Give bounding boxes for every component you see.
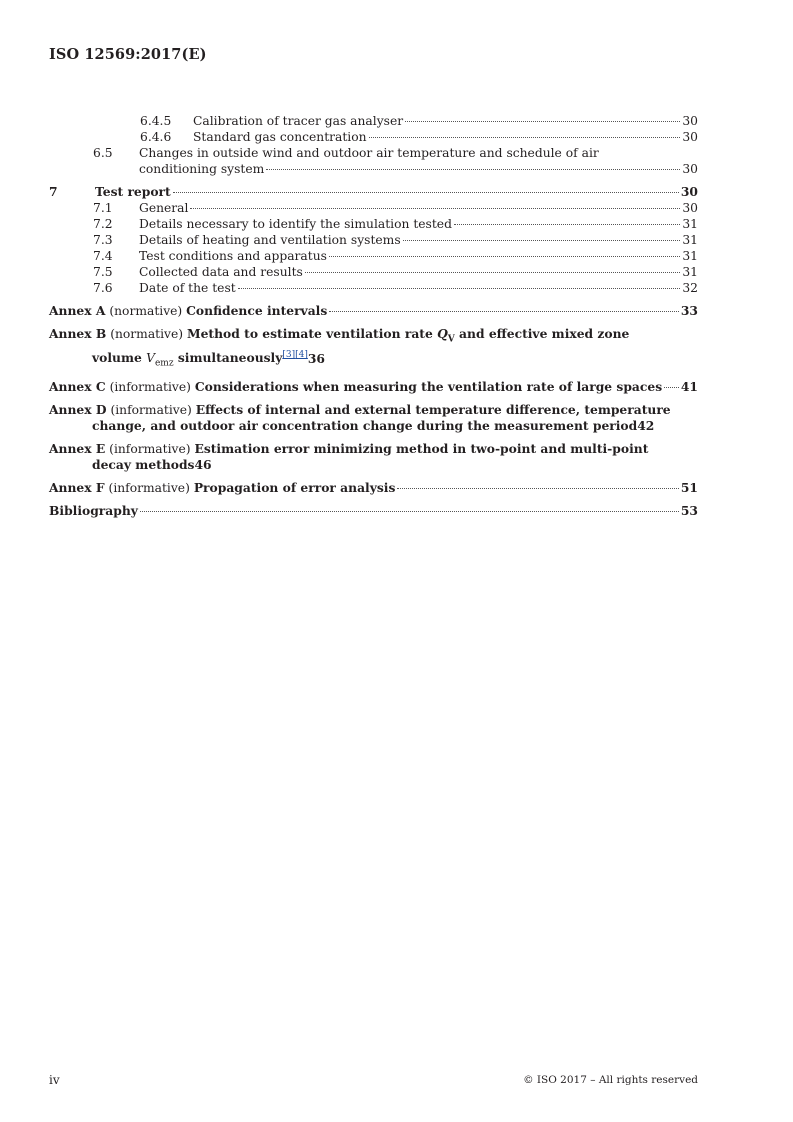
annex-label: Annex A xyxy=(49,303,106,318)
annex-title-line1: Estimation error minimizing method in two-point and multi-point xyxy=(194,441,649,456)
toc-number: 6.5 xyxy=(93,146,113,160)
annex-label: Annex F xyxy=(49,480,105,495)
toc-title: Date of the test xyxy=(139,281,236,295)
annex-type: (informative) xyxy=(108,481,190,495)
copyright-notice: © ISO 2017 – All rights reserved xyxy=(523,1074,698,1086)
toc-title-line2: conditioning system xyxy=(139,162,265,176)
toc-page: 31 xyxy=(682,233,698,247)
annex-type: (normative) xyxy=(109,304,183,318)
toc-page: 41 xyxy=(680,379,698,394)
toc-number: 6.4.5 xyxy=(140,114,172,128)
toc-entry-7-6[interactable] xyxy=(49,280,698,296)
toc-title: Test report xyxy=(95,184,171,199)
dot-leader xyxy=(329,256,680,257)
toc-page: 31 xyxy=(682,249,698,263)
toc-entry-7-4[interactable] xyxy=(49,248,698,264)
toc-title: Standard gas concentration xyxy=(193,130,367,144)
toc-page: 36 xyxy=(307,350,325,366)
annex-title-line1: Effects of internal and external temperature difference, temperature xyxy=(195,402,671,417)
toc-number: 7.4 xyxy=(93,249,113,263)
toc-title: Details necessary to identify the simulation tested xyxy=(139,217,452,231)
toc-number: 7.6 xyxy=(93,281,113,295)
page-number: iv xyxy=(49,1073,60,1087)
dot-leader xyxy=(266,169,680,170)
toc-page: 30 xyxy=(682,114,698,128)
annex-title-part1: Method to estimate ventilation rate xyxy=(187,326,438,341)
variable-v: V xyxy=(146,351,155,366)
toc-page: 31 xyxy=(682,265,698,279)
toc-entry-7-5[interactable] xyxy=(49,264,698,280)
annex-title-part3: volume xyxy=(92,350,147,366)
annex-type: (normative) xyxy=(110,327,184,341)
dot-leader xyxy=(405,121,680,122)
toc-title: General xyxy=(139,201,189,215)
toc-entry-7-1[interactable] xyxy=(49,200,698,216)
annex-title: Considerations when measuring the ventilation rate of large spaces xyxy=(194,379,663,394)
annex-title-part4: simultaneously xyxy=(173,350,283,366)
annex-label: Annex C xyxy=(49,379,106,394)
dot-leader xyxy=(454,224,680,225)
toc-entry-7[interactable] xyxy=(49,184,698,200)
toc-entry-6-4-5[interactable] xyxy=(49,113,698,129)
dot-leader xyxy=(664,387,679,388)
table-of-contents xyxy=(49,113,698,519)
dot-leader xyxy=(140,511,679,512)
toc-title: Details of heating and ventilation systems xyxy=(139,233,401,247)
toc-entry-annex-e[interactable] xyxy=(49,441,698,473)
toc-page: 33 xyxy=(680,303,698,318)
toc-page: 30 xyxy=(682,162,698,176)
toc-page: 30 xyxy=(680,184,698,199)
toc-number: 7.1 xyxy=(93,201,113,215)
annex-label: Annex D xyxy=(49,402,107,417)
reference-link-3[interactable]: [3] xyxy=(282,350,296,361)
toc-title: Test conditions and apparatus xyxy=(139,249,327,263)
toc-page: 46 xyxy=(194,457,212,472)
toc-page: 42 xyxy=(637,418,655,433)
toc-page: 30 xyxy=(682,130,698,144)
dot-leader xyxy=(403,240,681,241)
toc-page: 30 xyxy=(682,201,698,215)
toc-number: 7 xyxy=(49,184,58,199)
dot-leader xyxy=(190,208,680,209)
variable-q: Q xyxy=(437,326,448,341)
annex-title: Confidence intervals xyxy=(186,303,328,318)
annex-title-part2: and effective mixed zone xyxy=(454,326,630,341)
annex-type: (informative) xyxy=(109,380,191,394)
subscript-v: V xyxy=(447,334,455,345)
dot-leader xyxy=(397,488,679,489)
toc-title-line1: Changes in outside wind and outdoor air temperature and schedule of air xyxy=(139,146,599,160)
annex-title: Propagation of error analysis xyxy=(193,480,396,495)
annex-title-line2: decay methods xyxy=(92,457,195,472)
toc-page: 53 xyxy=(680,503,698,518)
reference-link-4[interactable]: [4] xyxy=(295,350,308,361)
annex-type: (informative) xyxy=(109,442,191,456)
bibliography-title: Bibliography xyxy=(49,503,138,518)
toc-title: Collected data and results xyxy=(139,265,303,279)
dot-leader xyxy=(238,288,681,289)
dot-leader xyxy=(305,272,681,273)
toc-entry-6-4-6[interactable] xyxy=(49,129,698,145)
toc-number: 7.2 xyxy=(93,217,113,231)
toc-page: 31 xyxy=(682,217,698,231)
toc-entry-6-5[interactable] xyxy=(49,145,698,177)
toc-page: 51 xyxy=(680,480,698,495)
toc-number: 6.4.6 xyxy=(140,130,172,144)
toc-entry-bibliography[interactable] xyxy=(49,503,698,519)
annex-label: Annex B xyxy=(49,326,107,341)
toc-entry-7-3[interactable] xyxy=(49,232,698,248)
toc-entry-annex-c[interactable] xyxy=(49,379,698,395)
annex-title-line2: change, and outdoor air concentration change during the measurement period xyxy=(92,418,638,433)
toc-page: 32 xyxy=(682,281,698,295)
annex-type: (informative) xyxy=(110,403,192,417)
dot-leader xyxy=(173,192,679,193)
toc-entry-annex-f[interactable] xyxy=(49,480,698,496)
toc-entry-annex-b[interactable] xyxy=(49,326,698,372)
toc-title: Calibration of tracer gas analyser xyxy=(193,114,404,128)
subscript-emz: emz xyxy=(154,359,174,369)
toc-entry-annex-a[interactable] xyxy=(49,303,698,319)
toc-entry-7-2[interactable] xyxy=(49,216,698,232)
toc-number: 7.5 xyxy=(93,265,113,279)
dot-leader xyxy=(369,137,681,138)
toc-number: 7.3 xyxy=(93,233,113,247)
document-id: ISO 12569:2017(E) xyxy=(49,46,207,63)
toc-entry-annex-d[interactable] xyxy=(49,402,698,434)
annex-label: Annex E xyxy=(49,441,106,456)
dot-leader xyxy=(329,311,679,312)
